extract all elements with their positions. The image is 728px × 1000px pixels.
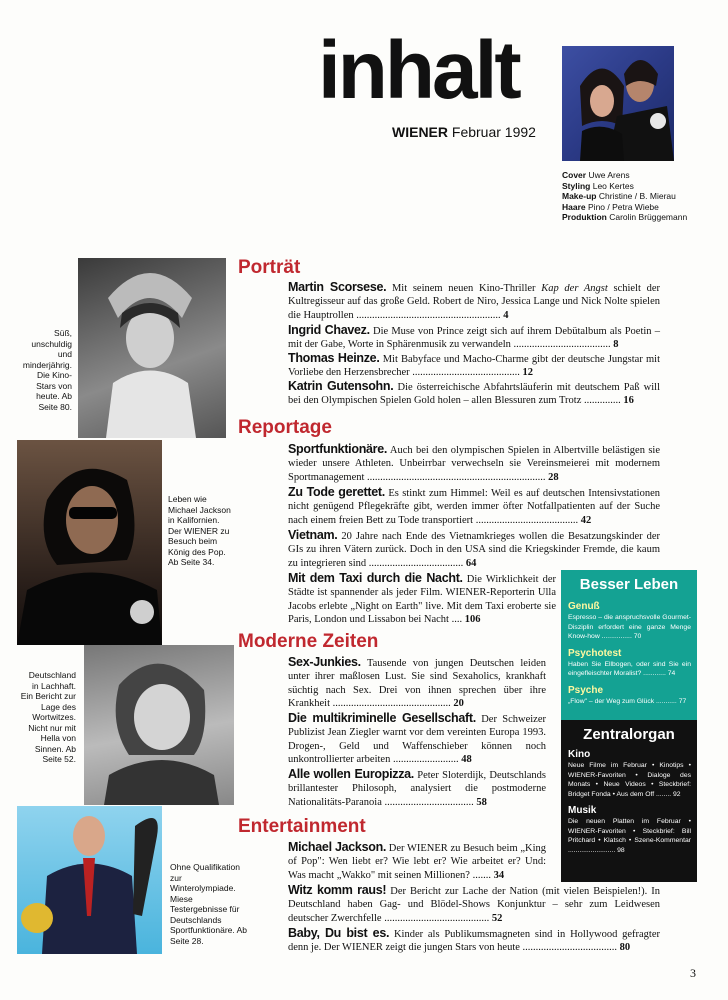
page-ref: 34 — [493, 869, 505, 881]
issue-date: Februar 1992 — [451, 124, 536, 140]
section-entertainment-heading: Entertainment — [238, 816, 366, 837]
box-item-text[interactable]: Haben Sie Ellbogen, oder sind Sie ein eingefleischter Moralist? ............ 74 — [568, 660, 691, 677]
section-moderne-zeiten-heading: Moderne Zeiten — [238, 631, 379, 652]
toc-entry[interactable]: Sex-Junkies. Tausende von jungen Deutschen leiden unter ihrer maßlosen Lust. Sie sind Sexaholics, krankhaft süchtig nach Sex. Drei von ihnen sprechen über ihre Krankheit ............................................. 20 — [288, 655, 546, 709]
toc-entry[interactable]: Zu Tode gerettet. Es stinkt zum Himmel: Weil es auf deutschen Intensivstationen nicht genügend Pflegekräfte gibt, werden immer öfter Notfallpatienten auf der Suche nach einem freien Bett zu Tode transportiert ....................................... 42 — [288, 485, 660, 526]
credit-line: Produktion Carolin Brüggemann — [562, 212, 688, 223]
toc-entry[interactable]: Mit dem Taxi durch die Nacht. Die Wirklichkeit der Städte ist spannender als jeder Film. WIENER-Reporterin Ulla Jacobs erlebte „Night on Earth" live. Mit dem Taxi eroberte sie Paris, London und Lissabon bei Nacht .... 106 — [288, 571, 556, 625]
credit-line: Make-up Christine / B. Mierau — [562, 191, 676, 202]
magazine-name: WIENER — [392, 124, 448, 140]
zentralorgan-box — [561, 720, 697, 882]
cover-photo — [562, 46, 674, 161]
page-title: inhalt — [318, 25, 519, 116]
box-item-heading: Genuß — [568, 601, 600, 612]
box-item-heading: Psychotest — [568, 647, 622, 659]
caption-sports-officials: Ohne Qualifikation zur Winterolympiade. Miese Testergebnisse für Deutschlands Sportfunktionäre. Ab Seite 28. — [170, 862, 248, 946]
section-portrait-heading: Porträt — [238, 257, 301, 278]
toc-entry[interactable]: Vietnam. 20 Jahre nach Ende des Vietnamkrieges wollen die Besatzungskinder der GIs zu ihren Vätern zurück. Doch in den USA sind die Kriegskinder Fremde, die kaum zu integrieren sind .................................... 64 — [288, 528, 660, 569]
page-ref: 58 — [476, 796, 487, 808]
page-ref: 80 — [619, 942, 631, 954]
caption-michael-jackson: Leben wie Michael Jackson in Kalifornien. Der WIENER zu Besuch beim König des Pop. Ab Seite 34. — [168, 494, 231, 567]
toc-entry[interactable]: Baby, Du bist es. Kinder als Publikumsmagneten sind in Hollywood gefragter denn je. Der WIENER zeigt die jungen Stars von heute .................................... 80 — [288, 926, 661, 954]
page-ref: 52 — [491, 912, 503, 924]
toc-entry[interactable]: Thomas Heinze. Mit Babyface und Macho-Charme gibt der deutsche Jungstar mit Vorliebe den Herzensbrecher ......................................... 12 — [288, 351, 660, 379]
box-item-heading: Psyche — [568, 684, 604, 696]
toc-entry[interactable]: Ingrid Chavez. Die Muse von Prince zeigt sich auf ihrem Debütalbum als Poetin – mit der Gabe, Worte in Sphärenmusik zu verwandeln ..................................... 8 — [288, 323, 660, 351]
section-reportage-heading: Reportage — [238, 417, 332, 438]
besser-leben-box — [561, 570, 697, 745]
toc-entry[interactable]: Witz komm raus! Der Bericht zur Lache der Nation (mit vielen Beispielen!). In Deutschland haben Gag- und Blödel-Shows Konjunktur – sehr zum Leidwesen deutscher Zwerchfelle ........................................ 52 — [288, 883, 661, 924]
page-ref: 4 — [503, 309, 509, 321]
box-item-heading: Musik — [568, 805, 597, 816]
box-item-text[interactable]: „Flow" – der Weg zum Glück ........... 77 — [568, 697, 687, 705]
cover-credits — [562, 170, 722, 223]
box-item-text[interactable]: Die neuen Platten im Februar • WIENER-Favoriten • Steckbrief: Bill Pritchard • Klatsch • Szene-Kommentar ......................... 98 — [568, 818, 691, 854]
toc-entry[interactable]: Katrin Gutensohn. Die österreichische Abfahrtsläuferin mit deutschem Paß will bei den Olympischen Spielen Gold holen – allen Blessuren zum Trotz .............. 16 — [288, 379, 660, 407]
toc-entry[interactable]: Alle wollen Europizza. Peter Sloterdijk, Deutschlands brillantester Philosoph, analysiert die postmoderne Nationalitäts-Paranoia .................................. 58 — [288, 767, 547, 808]
child-star-photo — [78, 258, 226, 438]
page-ref: 8 — [613, 339, 619, 351]
box-item-heading: Kino — [568, 749, 591, 760]
page-ref: 16 — [623, 395, 634, 407]
besser-leben-title: Besser Leben — [579, 576, 679, 593]
comedian-photo — [84, 645, 234, 805]
caption-comedy: Deutschland in Lachhaft. Ein Bericht zur Lage des Wortwitzes. Nicht nur mit Hella von Sinnen. Ab Seite 52. — [20, 670, 76, 764]
page-ref: 12 — [522, 367, 534, 379]
credit-line: Haare Pino / Petra Wiebe — [562, 201, 659, 212]
toc-entry[interactable]: Martin Scorsese. Mit seinem neuen Kino-Thriller Kap der Angst schielt der Kultregisseur auf das große Geld. Robert de Niro, Jessica Lange und Nick Nolte spielen die Hauptrollen ....................................................... 4 — [288, 280, 660, 321]
page-number: 3 — [690, 966, 696, 980]
page-ref: 42 — [580, 514, 592, 526]
page-ref: 106 — [464, 613, 481, 625]
page-ref: 28 — [548, 471, 559, 483]
zentralorgan-title: Zentralorgan — [583, 726, 675, 743]
caption-child-stars: Süß, unschuldig und minderjährig. Die Kino-Stars von heute. Ab Seite 80. — [22, 328, 72, 412]
toc-entry[interactable]: Die multikriminelle Gesellschaft. Der Schweizer Publizist Jean Ziegler warnt vor dem vereinten Europa 1993. Drogen-, Geld und Waffenschieber können noch unkontrollierter arbeiten ......................... 48 — [288, 711, 546, 765]
credit-line: Cover Uwe Arens — [562, 170, 630, 180]
page-ref: 48 — [461, 753, 472, 765]
page-ref: 64 — [465, 557, 477, 569]
box-item-text[interactable]: Neue Filme im Februar • Kinotips • WIENER-Favoriten • Dialoge des Monats • Neue Videos • Steckbrief: Bridget Fonda • Aus dem Off ........ 92 — [568, 762, 691, 798]
sports-official-photo — [17, 806, 162, 954]
michael-jackson-photo — [17, 440, 162, 645]
box-item-text[interactable]: Espresso – die anspruchsvolle Gourmet-Disziplin erfordert eine ganze Menge Know-how ................ 70 — [568, 614, 691, 640]
page-ref: 20 — [453, 697, 464, 709]
credit-line: Styling Leo Kertes — [562, 180, 634, 191]
toc-entry[interactable]: Sportfunktionäre. Auch bei den olympischen Spielen in Albertville belästigen sie wieder unsere Athleten. Unbeirrbar verwechseln sie Vereinsmeierei mit modernem Sportmanagement .................................................................... 28 — [288, 442, 660, 483]
toc-entry[interactable]: Michael Jackson. Der WIENER zu Besuch beim „King of Pop": Wen liebt er? Wie lebt er? Wie arbeitet er? Und: Was macht „Wakko" mit seinen Millionen? ....... 34 — [288, 840, 546, 881]
issue-line — [392, 124, 536, 140]
